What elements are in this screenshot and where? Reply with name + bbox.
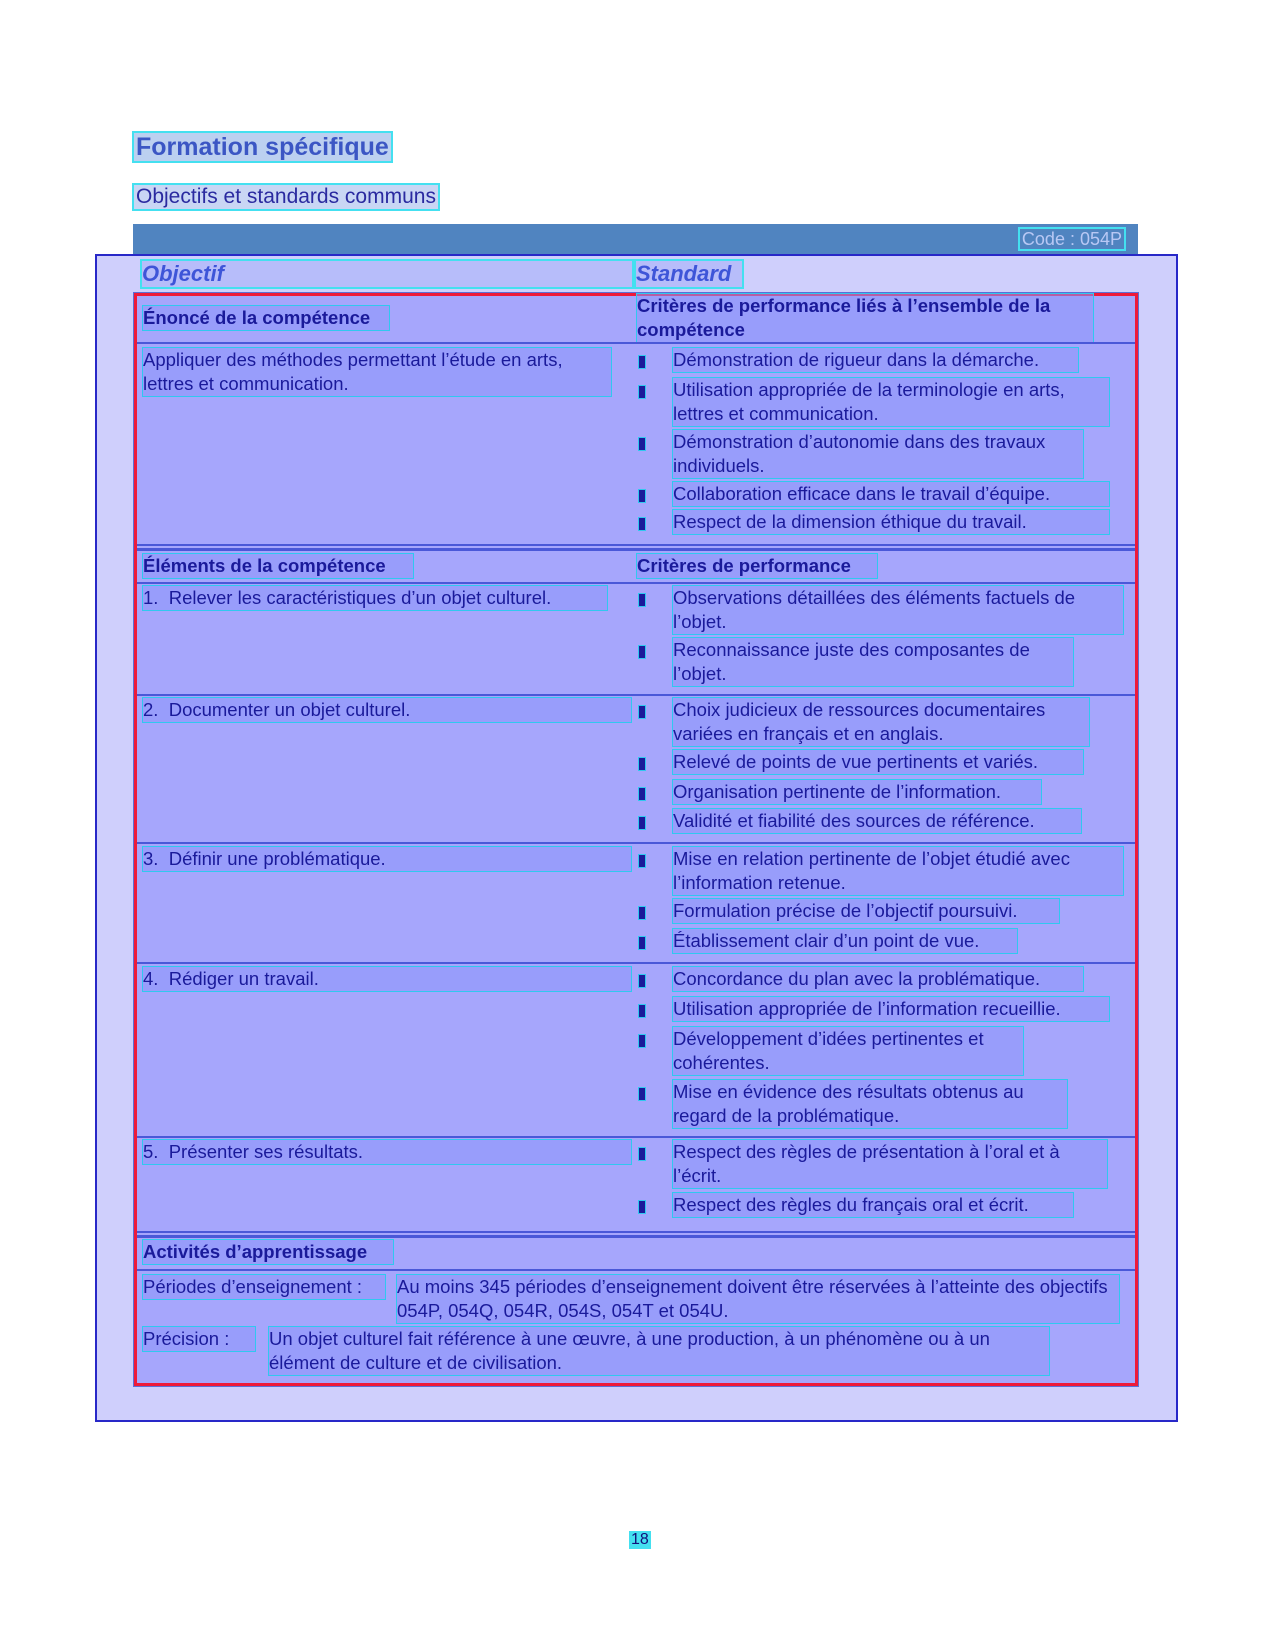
bullet-icon <box>639 1088 645 1100</box>
divider <box>137 694 1135 696</box>
standard-header: Standard <box>636 261 742 287</box>
element-criterion: Formulation précise de l’objectif poursuivi. <box>673 899 1059 923</box>
bullet-icon <box>639 758 645 770</box>
section-divider <box>137 1231 1135 1238</box>
divider <box>137 842 1135 844</box>
bullet-icon <box>639 855 645 867</box>
code-label: Code : 054P <box>1021 229 1122 249</box>
competence-table <box>137 296 1135 1383</box>
bullet-icon <box>639 594 645 606</box>
bullet-icon <box>639 706 645 718</box>
element-criterion: Concordance du plan avec la problématique. <box>673 967 1083 991</box>
section-divider <box>137 544 1135 551</box>
element-item: 4. Rédiger un travail. <box>143 967 631 991</box>
enonce-header: Énoncé de la compétence <box>143 306 389 330</box>
bullet-icon <box>639 937 645 949</box>
precision-text: Un objet culturel fait référence à une œuvre, à une production, à un phénomène ou à un élément de culture et de civilisation. <box>269 1327 1049 1375</box>
divider <box>137 962 1135 964</box>
bullet-icon <box>639 975 645 987</box>
enonce-criterion: Respect de la dimension éthique du travail. <box>673 510 1109 534</box>
bullet-icon <box>639 788 645 800</box>
bullet-icon <box>639 386 645 398</box>
activites-header: Activités d’apprentissage <box>143 1240 393 1264</box>
bullet-icon <box>639 518 645 530</box>
enonce-criterion: Utilisation appropriée de la terminologie en arts, lettres et communication. <box>673 378 1109 426</box>
element-criterion: Développement d’idées pertinentes et cohérentes. <box>673 1027 1023 1075</box>
element-criterion: Observations détaillées des éléments factuels de l’objet. <box>673 586 1123 634</box>
enonce-text: Appliquer des méthodes permettant l’étude en arts, lettres et communication. <box>143 348 611 396</box>
bullet-icon <box>639 490 645 502</box>
divider <box>137 1269 1135 1271</box>
element-item: 2. Documenter un objet culturel. <box>143 698 631 722</box>
element-criterion: Reconnaissance juste des composantes de l’objet. <box>673 638 1073 686</box>
precision-label: Précision : <box>143 1327 255 1351</box>
element-criterion: Utilisation appropriée de l’information recueillie. <box>673 997 1109 1021</box>
bullet-icon <box>639 1201 645 1213</box>
enonce-criterion: Démonstration de rigueur dans la démarche. <box>673 348 1078 372</box>
divider <box>137 582 1135 584</box>
divider <box>137 342 1135 344</box>
element-item: 5. Présenter ses résultats. <box>143 1140 631 1164</box>
element-criterion: Établissement clair d’un point de vue. <box>673 929 1017 953</box>
bullet-icon <box>639 1035 645 1047</box>
element-criterion: Mise en évidence des résultats obtenus au regard de la problématique. <box>673 1080 1067 1128</box>
periodes-text: Au moins 345 périodes d’enseignement doivent être réservées à l’atteinte des objectifs 054P, 054Q, 054R, 054S, 054T et 054U. <box>397 1275 1119 1323</box>
divider <box>137 1136 1135 1138</box>
bullet-icon <box>639 438 645 450</box>
bullet-icon <box>639 646 645 658</box>
section-title: Formation spécifique <box>136 133 389 161</box>
bullet-icon <box>639 1005 645 1017</box>
enonce-criteria-header: Critères de performance liés à l’ensemble de la compétence <box>637 294 1093 342</box>
objective-header: Objectif <box>142 261 632 287</box>
elements-criteria-header: Critères de performance <box>637 554 877 578</box>
section-subtitle: Objectifs et standards communs <box>136 185 436 208</box>
bullet-icon <box>639 356 645 368</box>
elements-header: Éléments de la compétence <box>143 554 413 578</box>
periodes-label: Périodes d’enseignement : <box>143 1275 385 1299</box>
element-criterion: Organisation pertinente de l’information. <box>673 780 1041 804</box>
element-criterion: Relevé de points de vue pertinents et variés. <box>673 750 1083 774</box>
code-bar <box>133 224 1138 254</box>
enonce-criterion: Collaboration efficace dans le travail d’équipe. <box>673 482 1109 506</box>
element-item: 3. Définir une problématique. <box>143 847 631 871</box>
bullet-icon <box>639 907 645 919</box>
bullet-icon <box>639 1148 645 1160</box>
page-number: 18 <box>631 1531 649 1548</box>
element-criterion: Respect des règles du français oral et écrit. <box>673 1193 1073 1217</box>
element-criterion: Respect des règles de présentation à l’oral et à l’écrit. <box>673 1140 1107 1188</box>
element-criterion: Mise en relation pertinente de l’objet étudié avec l’information retenue. <box>673 847 1123 895</box>
bullet-icon <box>639 817 645 829</box>
element-criterion: Choix judicieux de ressources documentaires variées en français et en anglais. <box>673 698 1089 746</box>
enonce-criterion: Démonstration d’autonomie dans des travaux individuels. <box>673 430 1083 478</box>
element-criterion: Validité et fiabilité des sources de référence. <box>673 809 1081 833</box>
element-item: 1. Relever les caractéristiques d’un objet culturel. <box>143 586 607 610</box>
